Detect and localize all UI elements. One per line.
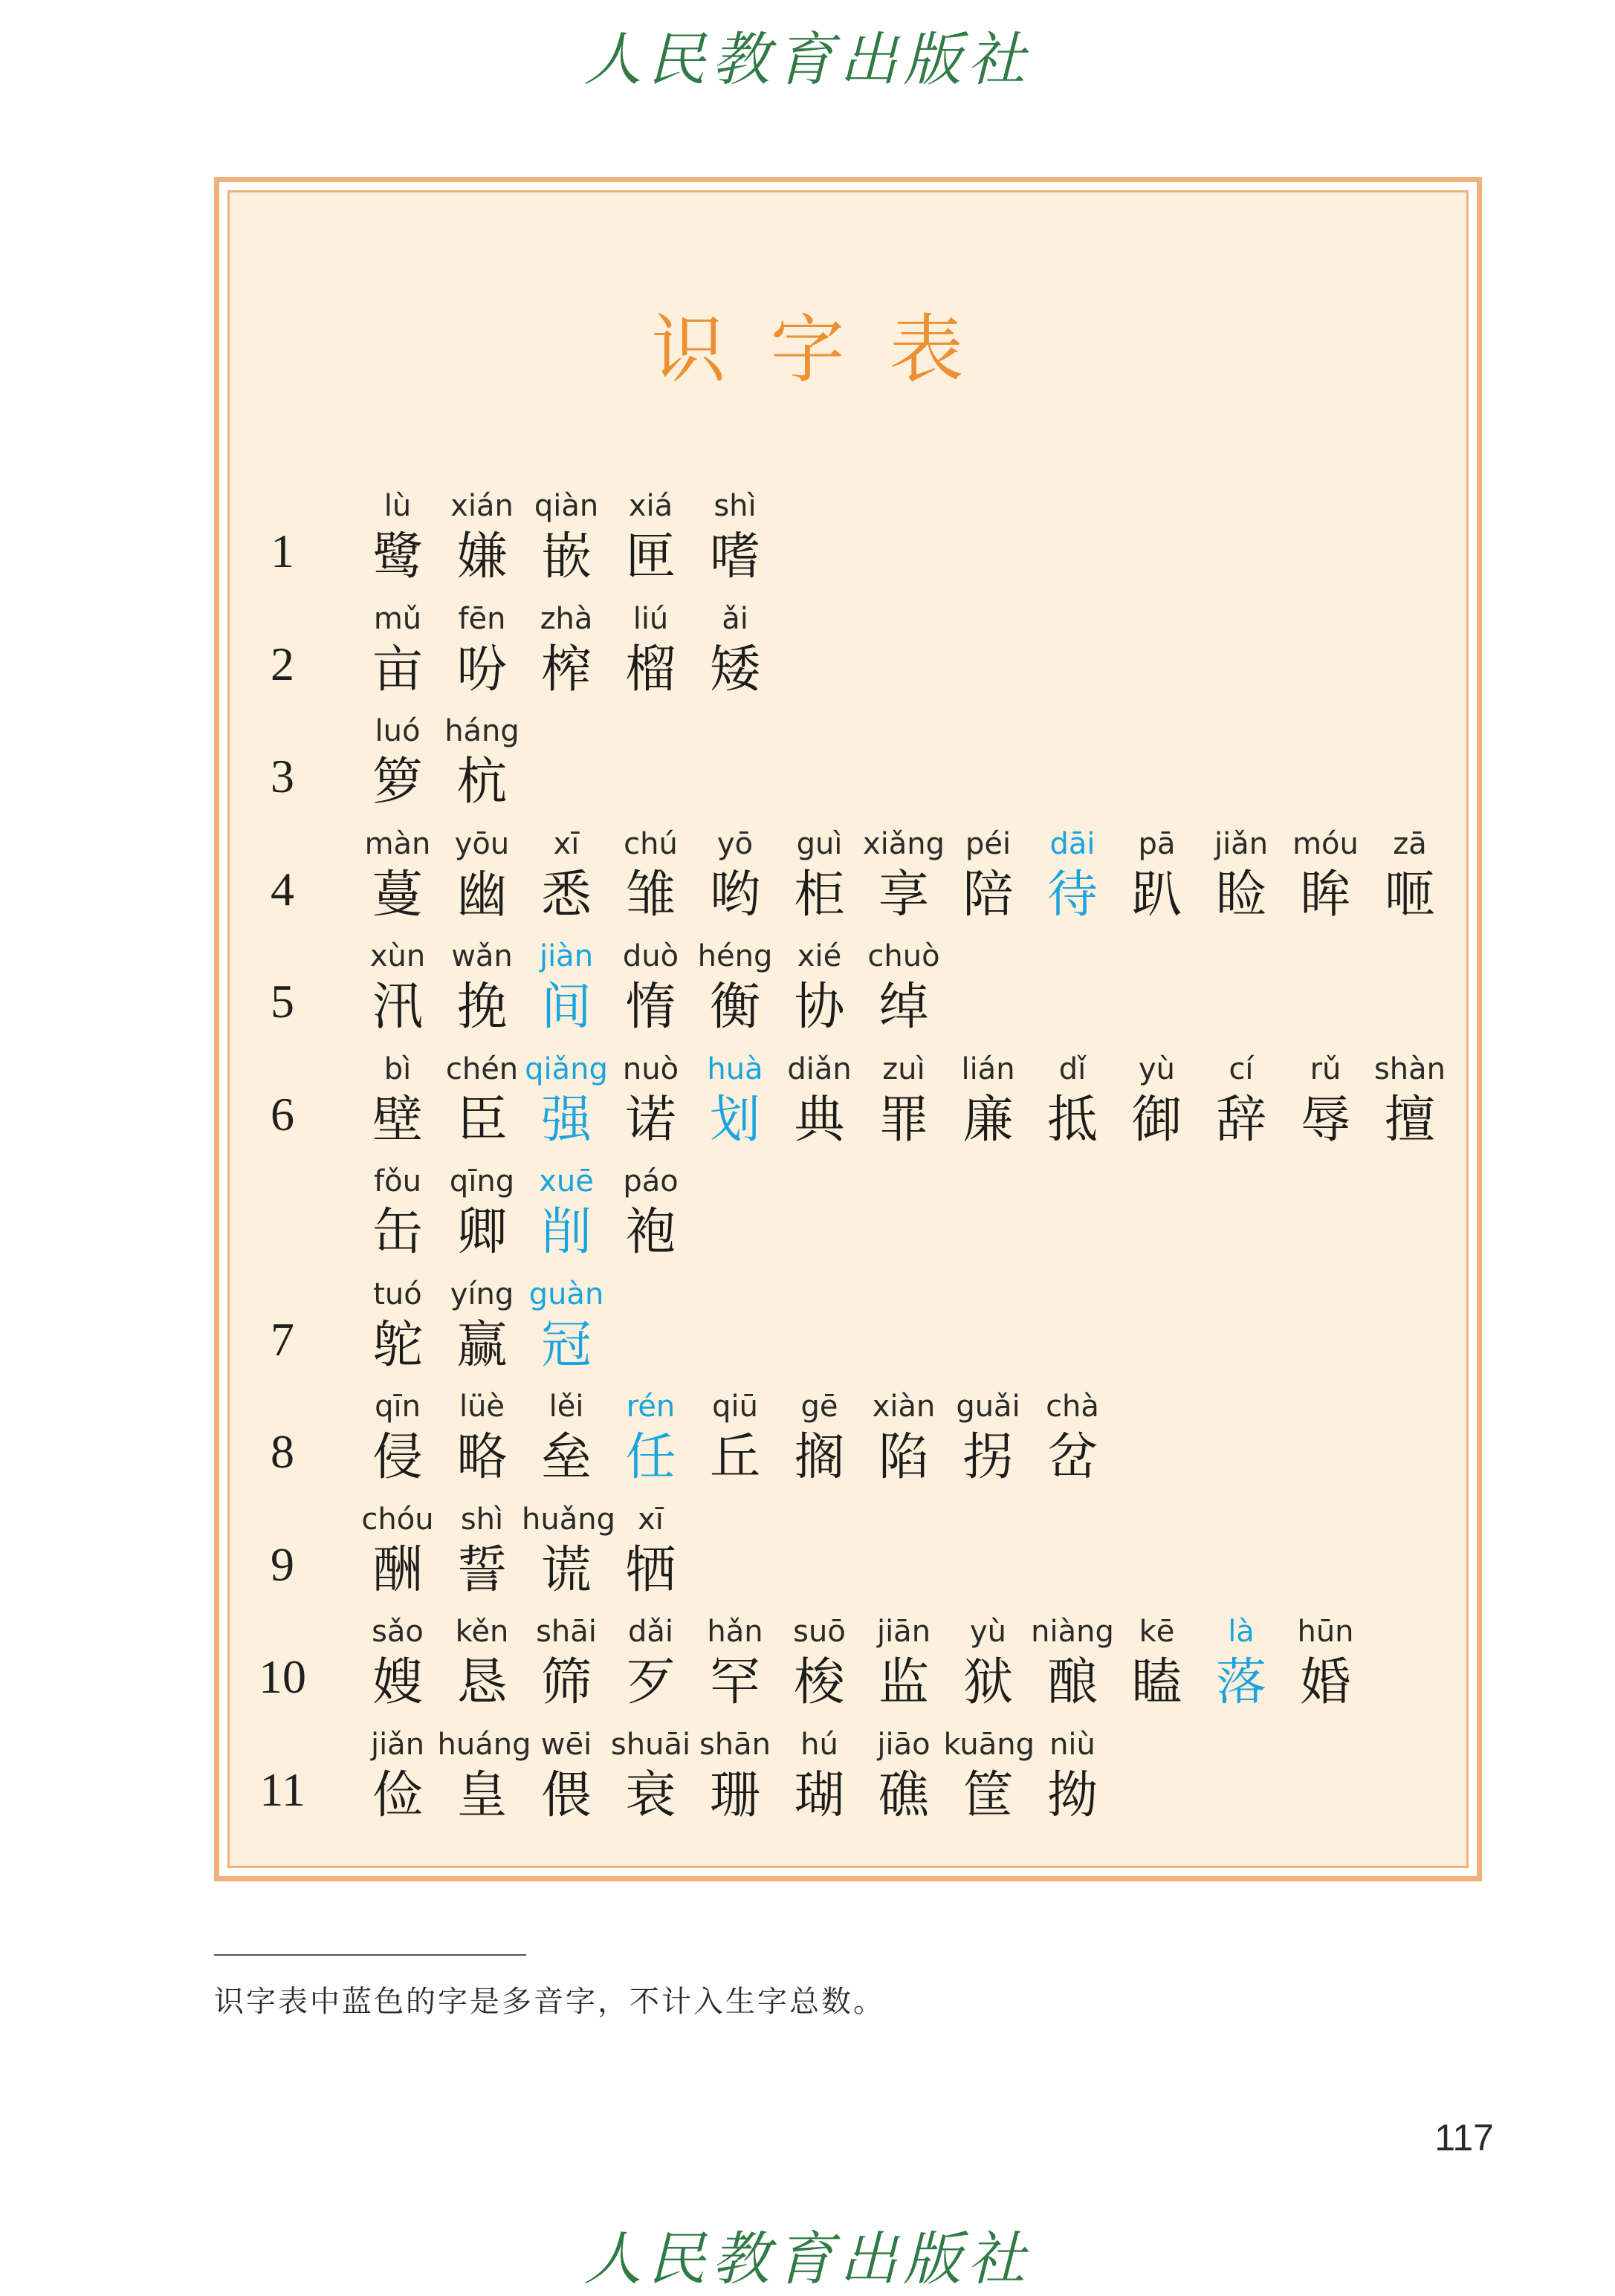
pinyin: shāi (536, 1615, 597, 1649)
pinyin: jiàn (539, 939, 594, 973)
character-cell (859, 1725, 948, 1828)
character-cell (606, 487, 696, 589)
hanzi: 衰 (625, 1765, 676, 1825)
hanzi: 榨 (540, 640, 592, 699)
hanzi: 冠 (540, 1315, 592, 1375)
hanzi: 待 (1046, 865, 1098, 924)
character-cell (690, 1725, 780, 1828)
hanzi: 箩 (372, 753, 423, 811)
pinyin: xī (553, 826, 580, 861)
hanzi: 拐 (962, 1428, 1014, 1487)
row-number: 5 (271, 975, 294, 1028)
pinyin: shuāi (610, 1727, 691, 1762)
pinyin: fǒu (374, 1164, 421, 1199)
table-row (0, 1162, 1615, 1266)
pinyin: luó (375, 714, 421, 748)
pinyin: xī (638, 1502, 664, 1537)
pinyin: dāi (1049, 826, 1095, 861)
hanzi: 辞 (1215, 1090, 1266, 1149)
pinyin: hú (800, 1727, 838, 1762)
character-cell (522, 1612, 611, 1715)
pinyin: xùn (369, 939, 426, 973)
pinyin: háng (444, 714, 520, 748)
pinyin: duò (622, 939, 679, 973)
character-cell (1281, 1612, 1370, 1715)
character-cell (944, 1612, 1033, 1715)
character-cell (690, 825, 780, 927)
pinyin: zā (1393, 826, 1427, 861)
pinyin: tuó (373, 1277, 422, 1311)
pinyin: mǔ (373, 601, 422, 636)
row-number: 11 (259, 1762, 305, 1816)
hanzi: 瑚 (794, 1765, 845, 1825)
character-cell (438, 1612, 527, 1715)
character-cell (353, 1162, 442, 1265)
hanzi: 御 (1131, 1090, 1182, 1149)
pinyin: zuì (882, 1051, 925, 1086)
hanzi: 蔓 (372, 865, 423, 924)
hanzi: 歹 (625, 1653, 676, 1712)
polyphonic-character-cell (690, 1050, 780, 1152)
pinyin: yù (969, 1615, 1007, 1649)
pinyin: huǎng (522, 1502, 615, 1537)
hanzi: 珊 (709, 1765, 760, 1825)
pinyin: sǎo (372, 1615, 424, 1649)
pinyin: kuāng (943, 1727, 1035, 1762)
hanzi: 辱 (1300, 1090, 1351, 1149)
pinyin: hǎn (707, 1615, 763, 1649)
hanzi: 廉 (962, 1090, 1014, 1149)
polyphonic-character-cell (1028, 825, 1117, 927)
hanzi: 筐 (962, 1765, 1014, 1825)
character-cell (1197, 825, 1286, 927)
character-cell (1113, 1050, 1202, 1152)
pinyin: wǎn (451, 939, 513, 973)
character-cell (690, 1387, 780, 1490)
hanzi: 壁 (372, 1090, 423, 1149)
character-cell (438, 1275, 527, 1378)
character-cell (944, 1725, 1033, 1828)
pinyin: niù (1049, 1727, 1095, 1762)
hanzi: 悉 (540, 865, 592, 924)
hanzi: 监 (878, 1653, 929, 1712)
pinyin: shì (713, 489, 757, 523)
hanzi: 略 (456, 1428, 508, 1487)
character-cell (353, 1275, 442, 1378)
hanzi: 幽 (456, 865, 508, 924)
character-cell (438, 1500, 527, 1603)
hanzi: 划 (709, 1090, 760, 1149)
character-cell (353, 1050, 442, 1152)
character-cell (353, 937, 442, 1040)
hanzi: 搁 (794, 1428, 845, 1487)
hanzi: 鹭 (372, 528, 423, 586)
character-cell (606, 1050, 696, 1152)
polyphonic-character-cell (522, 1275, 611, 1378)
pinyin: lěi (548, 1389, 584, 1424)
publisher-logo-top: 人民教育出版社 (583, 27, 1032, 94)
character-cell (1028, 1050, 1117, 1152)
hanzi: 亩 (372, 640, 423, 699)
hanzi: 罪 (878, 1090, 929, 1149)
character-cell (353, 487, 442, 589)
table-row (0, 1500, 1615, 1604)
hanzi: 任 (625, 1428, 676, 1487)
pinyin: yíng (450, 1277, 514, 1311)
character-cell (606, 600, 696, 702)
pinyin: shàn (1373, 1051, 1446, 1086)
hanzi: 垒 (540, 1428, 592, 1487)
page-number: 117 (1434, 2117, 1494, 2159)
polyphonic-character-cell (522, 1050, 611, 1152)
character-cell (1365, 1050, 1454, 1152)
character-cell (522, 487, 611, 589)
hanzi: 酬 (372, 1540, 423, 1600)
hanzi: 雏 (625, 865, 676, 924)
character-cell (438, 600, 527, 702)
hanzi: 哟 (709, 865, 760, 924)
hanzi: 柜 (794, 865, 845, 924)
hanzi: 鸵 (372, 1315, 423, 1375)
row-number: 3 (271, 750, 294, 802)
hanzi: 杭 (456, 753, 508, 811)
table-row (0, 1275, 1615, 1379)
row-number: 2 (271, 637, 294, 690)
hanzi: 筛 (540, 1653, 592, 1712)
character-cell (522, 1387, 611, 1490)
hanzi: 强 (540, 1090, 592, 1149)
hanzi: 匣 (625, 528, 676, 586)
hanzi: 擅 (1384, 1090, 1435, 1149)
pinyin: yō (716, 826, 754, 861)
pinyin: huáng (437, 1727, 531, 1762)
table-row (0, 1387, 1615, 1491)
character-cell (1113, 1612, 1202, 1715)
hanzi: 狱 (962, 1653, 1014, 1712)
row-number: 7 (271, 1312, 294, 1366)
hanzi: 丘 (709, 1428, 760, 1487)
character-cell (690, 600, 780, 702)
pinyin: wēi (540, 1727, 592, 1762)
polyphonic-character-cell (1197, 1612, 1286, 1715)
character-cell (859, 1612, 948, 1715)
character-cell (1028, 1612, 1117, 1715)
character-cell (859, 937, 948, 1040)
pinyin: jiǎn (1214, 826, 1269, 861)
hanzi: 惰 (625, 978, 676, 1037)
hanzi: 榴 (625, 640, 676, 699)
pinyin: lián (961, 1051, 1015, 1086)
hanzi: 吩 (456, 640, 508, 699)
pinyin: kěn (455, 1615, 509, 1649)
pinyin: qiàn (534, 489, 599, 523)
pinyin: xiǎng (862, 826, 945, 861)
character-cell (775, 1050, 864, 1152)
pinyin: shì (460, 1502, 504, 1537)
hanzi: 袍 (625, 1203, 676, 1262)
hanzi: 赢 (456, 1315, 508, 1375)
hanzi: 臣 (456, 1090, 508, 1149)
hanzi: 瞌 (1131, 1653, 1182, 1712)
hanzi: 婚 (1300, 1653, 1351, 1712)
character-cell (606, 1612, 696, 1715)
character-cell (353, 712, 442, 814)
character-cell (1028, 1387, 1117, 1490)
pinyin: xiàn (872, 1389, 936, 1424)
hanzi: 罕 (709, 1653, 760, 1712)
pinyin: dǐ (1058, 1051, 1087, 1086)
character-cell (438, 1050, 527, 1152)
hanzi: 享 (878, 865, 929, 924)
pinyin: nuò (622, 1051, 679, 1086)
pinyin: fēn (458, 601, 506, 636)
pinyin: suō (793, 1615, 846, 1649)
hanzi: 嫂 (372, 1653, 423, 1712)
hanzi: 俭 (372, 1765, 423, 1825)
character-cell (353, 1500, 442, 1603)
hanzi: 侵 (372, 1428, 423, 1487)
character-cell (944, 1050, 1033, 1152)
polyphonic-character-cell (522, 1162, 611, 1265)
pinyin: guì (796, 826, 843, 861)
pinyin: xié (797, 939, 842, 973)
character-cell (1113, 825, 1202, 927)
table-row (0, 937, 1615, 1041)
character-cell (775, 1725, 864, 1828)
hanzi: 缶 (372, 1203, 423, 1262)
character-cell (438, 487, 527, 589)
row-number: 4 (271, 862, 294, 915)
hanzi: 卿 (456, 1203, 508, 1262)
pinyin: chén (445, 1051, 519, 1086)
footnote: 识字表中蓝色的字是多音字，不计入生字总数。 (214, 1985, 885, 2019)
character-cell (690, 487, 780, 589)
hanzi: 削 (540, 1203, 592, 1262)
table-row (0, 825, 1615, 929)
character-cell (437, 1725, 531, 1828)
table-row (0, 600, 1615, 704)
pinyin: xiá (628, 489, 673, 523)
polyphonic-character-cell (522, 937, 611, 1040)
pinyin: kē (1139, 1615, 1175, 1649)
pinyin: bì (383, 1051, 412, 1086)
character-cell (944, 825, 1033, 927)
character-cell (690, 937, 780, 1040)
character-cell (1365, 825, 1454, 927)
pinyin: páo (623, 1164, 679, 1199)
character-cell (859, 825, 948, 927)
character-cell (522, 1725, 611, 1828)
row-number: 9 (271, 1537, 294, 1591)
hanzi: 睑 (1215, 865, 1266, 924)
pinyin: chuò (867, 939, 940, 973)
pinyin: lù (383, 489, 412, 523)
pinyin: qīng (449, 1164, 515, 1199)
hanzi: 拗 (1046, 1765, 1098, 1825)
character-cell (1281, 1050, 1370, 1152)
character-cell (522, 825, 611, 927)
pinyin: yōu (454, 826, 510, 861)
pinyin: cí (1229, 1051, 1254, 1086)
hanzi: 恳 (456, 1653, 508, 1712)
pinyin: diǎn (787, 1051, 852, 1086)
pinyin: péi (965, 826, 1012, 861)
character-cell (438, 1387, 527, 1490)
footnote-divider (214, 1954, 526, 1956)
table-row (0, 712, 1615, 816)
character-cell (353, 1387, 442, 1490)
pinyin: niàng (1031, 1615, 1114, 1649)
page-title: 识字表 (651, 306, 1009, 393)
hanzi: 誓 (456, 1540, 508, 1600)
character-cell (606, 825, 696, 927)
character-cell (522, 1500, 615, 1603)
hanzi: 眸 (1300, 865, 1351, 924)
hanzi: 嗜 (709, 528, 760, 586)
character-cell (775, 937, 864, 1040)
pinyin: gē (800, 1389, 838, 1424)
table-row (0, 1050, 1615, 1154)
hanzi: 间 (540, 978, 592, 1037)
pinyin: móu (1292, 826, 1359, 861)
table-row (0, 487, 1615, 591)
pinyin: qiū (712, 1389, 758, 1424)
character-cell (859, 1387, 948, 1490)
character-cell (1028, 1725, 1117, 1828)
character-cell (606, 1162, 696, 1265)
hanzi: 诺 (625, 1090, 676, 1149)
pinyin: dǎi (627, 1615, 673, 1649)
hanzi: 梭 (794, 1653, 845, 1712)
hanzi: 绰 (878, 978, 929, 1037)
hanzi: 嵌 (540, 528, 592, 586)
pinyin: rǔ (1310, 1051, 1341, 1086)
hanzi: 衡 (709, 978, 760, 1037)
row-number: 10 (259, 1650, 306, 1703)
hanzi: 陷 (878, 1428, 929, 1487)
hanzi: 礁 (878, 1765, 929, 1825)
hanzi: 岔 (1046, 1428, 1098, 1487)
polyphonic-character-cell (606, 1387, 696, 1490)
pinyin: lüè (459, 1389, 505, 1424)
character-cell (690, 1612, 780, 1715)
pinyin: qiǎng (525, 1051, 608, 1086)
character-cell (353, 600, 442, 702)
pinyin: màn (364, 826, 431, 861)
pinyin: hūn (1297, 1615, 1354, 1649)
character-cell (944, 1387, 1033, 1490)
table-row (0, 1725, 1615, 1829)
character-cell (353, 1612, 442, 1715)
pinyin: rén (626, 1389, 676, 1424)
character-cell (775, 1387, 864, 1490)
character-cell (859, 1050, 948, 1152)
pinyin: huà (707, 1051, 763, 1086)
hanzi: 落 (1215, 1653, 1266, 1712)
hanzi: 咂 (1384, 865, 1435, 924)
character-cell (606, 1500, 696, 1603)
hanzi: 牺 (625, 1540, 676, 1600)
character-cell (1197, 1050, 1286, 1152)
pinyin: héng (697, 939, 773, 973)
character-cell (438, 1162, 527, 1265)
hanzi: 皇 (456, 1765, 508, 1825)
row-number: 8 (271, 1425, 294, 1478)
pinyin: jiǎn (370, 1727, 425, 1762)
pinyin: ǎi (722, 601, 748, 636)
hanzi: 酿 (1046, 1653, 1098, 1712)
hanzi: 挽 (456, 978, 508, 1037)
pinyin: jiāo (877, 1727, 931, 1762)
character-cell (775, 825, 864, 927)
pinyin: guàn (528, 1277, 604, 1311)
pinyin: là (1228, 1615, 1255, 1649)
pinyin: guǎi (956, 1389, 1020, 1424)
character-cell (353, 1725, 442, 1828)
pinyin: shān (699, 1727, 771, 1762)
character-cell (606, 1725, 696, 1828)
pinyin: zhà (540, 601, 593, 636)
character-cell (438, 937, 527, 1040)
character-cell (438, 825, 527, 927)
pinyin: chà (1046, 1389, 1099, 1424)
hanzi: 谎 (540, 1540, 592, 1600)
character-cell (606, 937, 696, 1040)
pinyin: xián (450, 489, 514, 523)
hanzi: 汛 (372, 978, 423, 1037)
pinyin: liú (632, 601, 669, 636)
hanzi: 嫌 (456, 528, 508, 586)
hanzi: 趴 (1131, 865, 1182, 924)
character-cell (1281, 825, 1370, 927)
row-number: 6 (271, 1087, 294, 1141)
row-number: 1 (271, 525, 294, 577)
hanzi: 陪 (962, 865, 1014, 924)
character-cell (438, 712, 527, 814)
pinyin: xuē (539, 1164, 594, 1199)
pinyin: pā (1138, 826, 1176, 861)
hanzi: 矮 (709, 640, 760, 699)
hanzi: 偎 (540, 1765, 592, 1825)
character-cell (353, 825, 442, 927)
character-cell (775, 1612, 864, 1715)
character-cell (522, 600, 611, 702)
hanzi: 协 (794, 978, 845, 1037)
pinyin: chóu (361, 1502, 434, 1537)
publisher-logo-bottom: 人民教育出版社 (583, 2226, 1032, 2293)
hanzi: 典 (794, 1090, 845, 1149)
table-row (0, 1612, 1615, 1716)
pinyin: yù (1138, 1051, 1176, 1086)
pinyin: chú (624, 826, 678, 861)
pinyin: jiān (876, 1615, 931, 1649)
pinyin: qīn (375, 1389, 421, 1424)
hanzi: 抵 (1046, 1090, 1098, 1149)
